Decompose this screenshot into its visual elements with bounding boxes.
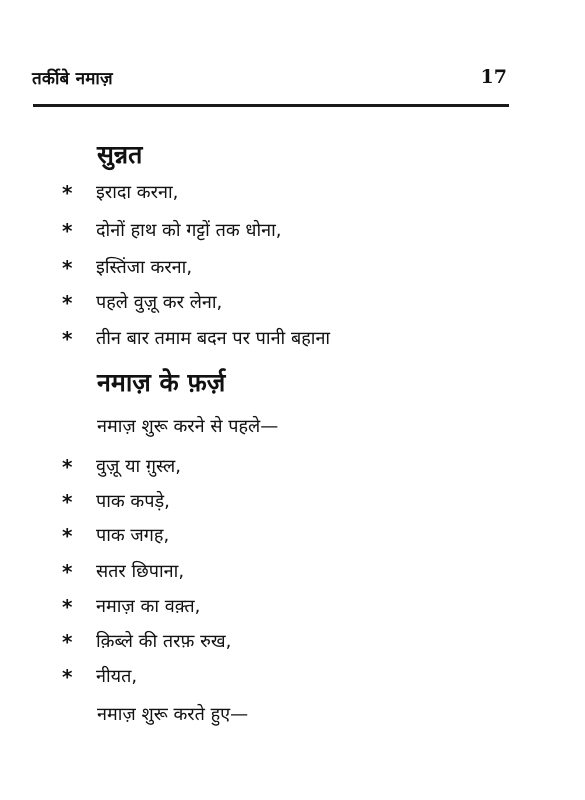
bullet-star-icon: * — [62, 490, 73, 514]
sunnat-list-item — [62, 253, 192, 283]
farz-item-text: नमाज़ का वक़्त, — [96, 596, 201, 617]
bullet-star-icon: * — [62, 291, 73, 315]
bullet-star-icon: * — [62, 630, 73, 654]
farz-list-item — [62, 557, 184, 587]
bullet-star-icon: * — [62, 524, 73, 548]
farz-item-text: पाक जगह, — [96, 525, 170, 546]
sunnat-heading: सुन्नत — [97, 140, 143, 169]
farz-list-item — [62, 452, 181, 482]
farz-item-text: पाक कपड़े, — [96, 491, 170, 512]
farz-item-text: क़िब्ले की तरफ़ रुख, — [96, 631, 232, 652]
bullet-star-icon: * — [62, 665, 73, 689]
bullet-star-icon: * — [62, 560, 73, 584]
sunnat-item-text: पहले वुज़ू कर लेना, — [96, 292, 223, 313]
bullet-star-icon: * — [62, 219, 73, 243]
sunnat-item-text: तीन बार तमाम बदन पर पानी बहाना — [96, 328, 331, 349]
farz-intro-during: नमाज़ शुरू करते हुए— — [97, 704, 249, 725]
sunnat-list-item — [62, 324, 330, 354]
bullet-star-icon: * — [62, 256, 73, 280]
farz-heading: नमाज़ के फ़र्ज़ — [97, 368, 226, 397]
farz-intro-before: नमाज़ शुरू करने से पहले— — [97, 416, 279, 437]
farz-item-text: वुज़ू या ग़ुस्ल, — [96, 456, 181, 477]
farz-list-item — [62, 627, 231, 657]
bullet-star-icon: * — [62, 181, 73, 205]
bullet-star-icon: * — [62, 327, 73, 351]
running-title: तर्कीबे नमाज़ — [32, 69, 113, 89]
sunnat-list-item — [62, 216, 281, 246]
sunnat-item-text: इस्तिंजा करना, — [96, 257, 193, 278]
farz-list-item — [62, 662, 137, 692]
page-number: 17 — [480, 66, 507, 88]
bullet-star-icon: * — [62, 455, 73, 479]
farz-item-text: सतर छिपाना, — [96, 561, 185, 582]
sunnat-list-item — [62, 178, 178, 208]
farz-list-item — [62, 521, 169, 551]
bullet-star-icon: * — [62, 595, 73, 619]
sunnat-list-item — [62, 288, 222, 318]
farz-list-item — [62, 592, 200, 622]
header-rule — [33, 104, 509, 107]
sunnat-item-text: इरादा करना, — [96, 182, 179, 203]
farz-item-text: नीयत, — [96, 666, 138, 687]
farz-list-item — [62, 487, 170, 517]
sunnat-item-text: दोनों हाथ को गट्टों तक धोना, — [96, 220, 282, 241]
